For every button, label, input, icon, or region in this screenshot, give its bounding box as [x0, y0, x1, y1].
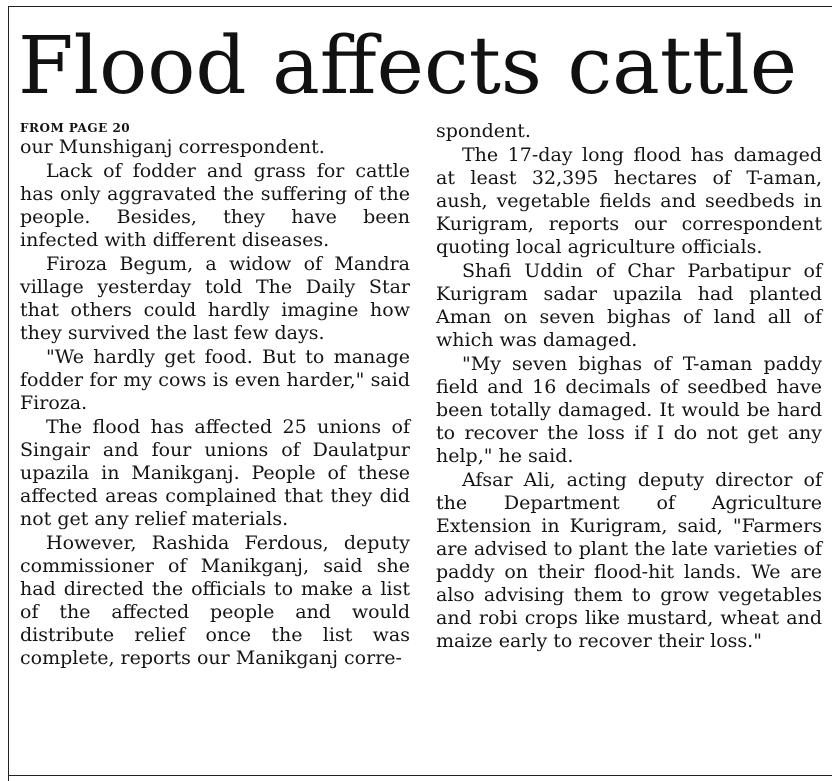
headline: Flood affects cattle	[18, 19, 798, 112]
bottom-rule	[8, 775, 832, 776]
top-rule	[8, 6, 832, 7]
left-column	[20, 120, 410, 671]
paragraph: However, Rashida Ferdous, deputy commissioner of Manikganj, said she had directed the officials to make a list of the affected people and would distribute relief once the list was complete, reports our Manikganj corre-	[20, 532, 410, 669]
paragraph: "We hardly get food. But to manage fodder for my cows is even harder," said Firoza.	[20, 346, 410, 414]
paragraph: Shafi Uddin of Char Parbatipur of Kurigram sadar upazila had planted Aman on seven bighas of land all of which was damaged.	[436, 260, 822, 351]
left-rule	[8, 6, 9, 781]
paragraph: Lack of fodder and grass for cattle has only aggravated the suffering of the people. Besides, they have been infected with different diseases.	[20, 160, 410, 251]
paragraph: Firoza Begum, a widow of Mandra village yesterday told The Daily Star that others could hardly imagine how they survived the last few days.	[20, 253, 410, 344]
paragraph: The 17-day long flood has damaged at least 32,395 hectares of T-aman, aush, vegetable fields and seedbeds in Kurigram, reports our correspondent quoting local agriculture officials.	[436, 144, 822, 258]
jump-line: FROM PAGE 20	[20, 121, 131, 135]
right-column	[436, 120, 822, 654]
paragraph: our Munshiganj correspondent.	[20, 136, 325, 158]
paragraph: Afsar Ali, acting deputy director of the Department of Agriculture Extension in Kurigram, said, "Farmers are advised to plant the late varieties of paddy on their flood-hit lands. We are also advising them to grow vegetables and robi crops like mustard, wheat and maize early to recover their loss."	[436, 469, 822, 652]
paragraph: The flood has affected 25 unions of Singair and four unions of Daulatpur upazila in Manikganj. People of these affected areas complained that they did not get any relief materials.	[20, 416, 410, 530]
paragraph: spondent.	[436, 120, 531, 142]
paragraph: "My seven bighas of T-aman paddy field and 16 decimals of seedbed have been totally damaged. It would be hard to recover the loss if I do not get any help," he said.	[436, 353, 822, 467]
